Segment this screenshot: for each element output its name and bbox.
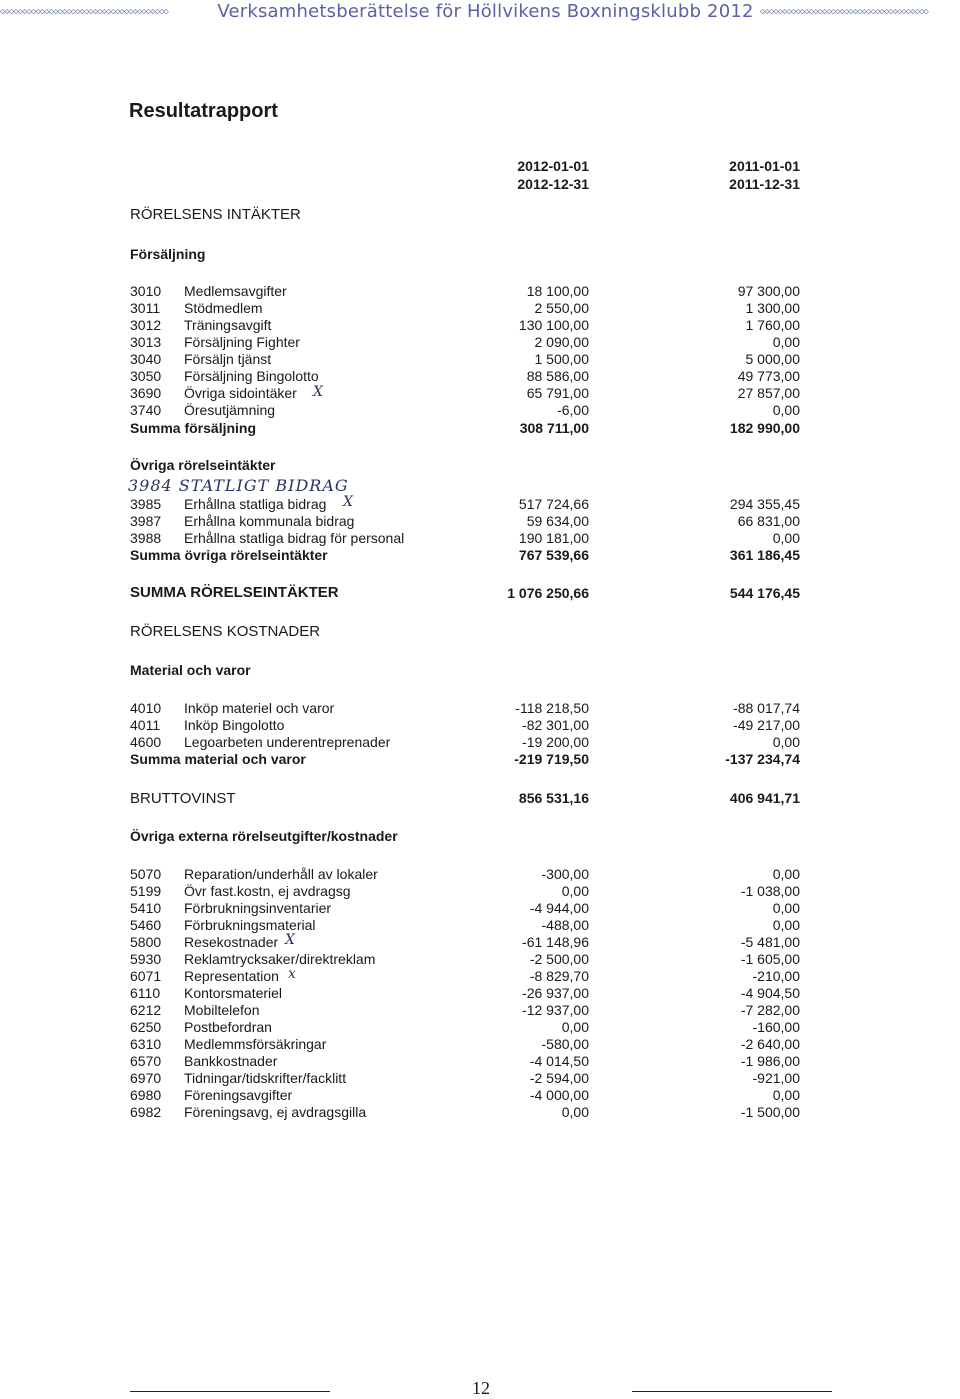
account-name: Reparation/underhåll av lokaler bbox=[184, 866, 378, 882]
other-income-total-2011: 361 186,45 bbox=[729, 547, 800, 563]
page-banner bbox=[0, 0, 960, 26]
value-2012: -4 014,50 bbox=[529, 1053, 589, 1069]
account-name: Tidningar/tidskrifter/facklitt bbox=[184, 1070, 347, 1086]
value-2011: -88 017,74 bbox=[733, 700, 800, 716]
brutto-label: BRUTTOVINST bbox=[130, 790, 236, 807]
income-heading: RÖRELSENS INTÄKTER bbox=[130, 206, 301, 223]
value-2012: -300,00 bbox=[541, 866, 589, 882]
account-name: Inköp materiel och varor bbox=[184, 700, 335, 716]
handwritten-x-mark: X bbox=[343, 494, 353, 510]
value-2012: 2 550,00 bbox=[534, 300, 589, 316]
income-summa-2012: 1 076 250,66 bbox=[507, 585, 589, 601]
report-title: Resultatrapport bbox=[129, 100, 278, 122]
account-code: 3012 bbox=[130, 317, 162, 333]
value-2011: -2 640,00 bbox=[740, 1036, 800, 1052]
account-code: 5410 bbox=[130, 900, 162, 916]
period-current-end: 2012-12-31 bbox=[517, 176, 589, 192]
value-2012: 130 100,00 bbox=[518, 317, 589, 333]
account-code: 5199 bbox=[130, 883, 162, 899]
value-2011: -49 217,00 bbox=[733, 717, 800, 733]
period-prev-end: 2011-12-31 bbox=[729, 176, 800, 192]
account-name: Övr fast.kostn, ej avdragsg bbox=[184, 883, 351, 899]
account-code: 3050 bbox=[130, 368, 162, 384]
footer-rule-right bbox=[632, 1391, 832, 1392]
account-code: 5930 bbox=[130, 951, 162, 967]
account-code: 3987 bbox=[130, 513, 162, 529]
value-2012: 18 100,00 bbox=[526, 283, 589, 299]
value-2012: -2 594,00 bbox=[529, 1070, 589, 1086]
value-2012: -61 148,96 bbox=[522, 934, 589, 950]
value-2012: 2 090,00 bbox=[534, 334, 589, 350]
value-2012: 1 500,00 bbox=[534, 351, 589, 367]
material-total-2012: -219 719,50 bbox=[514, 751, 589, 767]
account-name: Förbrukningsmaterial bbox=[184, 917, 316, 933]
account-code: 3013 bbox=[130, 334, 162, 350]
value-2011: 97 300,00 bbox=[737, 283, 800, 299]
value-2012: -6,00 bbox=[557, 402, 589, 418]
value-2011: 294 355,45 bbox=[729, 496, 800, 512]
value-2011: 0,00 bbox=[772, 917, 800, 933]
page-number: 12 bbox=[472, 1378, 490, 1398]
value-2012: -488,00 bbox=[541, 917, 589, 933]
account-code: 6071 bbox=[130, 968, 162, 984]
value-2011: 0,00 bbox=[772, 734, 800, 750]
value-2011: -4 904,50 bbox=[740, 985, 800, 1001]
account-code: 6970 bbox=[130, 1070, 162, 1086]
value-2011: -210,00 bbox=[752, 968, 800, 984]
sales-total-2012: 308 711,00 bbox=[519, 420, 589, 436]
material-heading: Material och varor bbox=[130, 662, 251, 678]
value-2011: -1 500,00 bbox=[740, 1104, 800, 1120]
value-2011: -921,00 bbox=[752, 1070, 800, 1086]
account-code: 3740 bbox=[130, 402, 162, 418]
account-code: 4600 bbox=[130, 734, 162, 750]
account-name: Medlemmsförsäkringar bbox=[184, 1036, 327, 1052]
material-total-label: Summa material och varor bbox=[130, 751, 306, 767]
account-code: 6110 bbox=[130, 985, 161, 1001]
account-code: 4011 bbox=[130, 717, 161, 733]
value-2011: 66 831,00 bbox=[737, 513, 800, 529]
value-2011: 5 000,00 bbox=[745, 351, 800, 367]
value-2011: 0,00 bbox=[772, 334, 800, 350]
brutto-2012: 856 531,16 bbox=[518, 790, 589, 806]
account-name: Resekostnader bbox=[184, 934, 279, 950]
account-name: Legoarbeten underentreprenader bbox=[184, 734, 391, 750]
value-2012: 65 791,00 bbox=[526, 385, 589, 401]
value-2011: 0,00 bbox=[772, 1087, 800, 1103]
ornament-right: ◇◇◇◇◇◇◇◇◇◇◇◇◇◇◇◇◇◇◇◇◇◇◇◇◇◇◇◇◇◇◇◇◇◇◇◇◇◇ bbox=[760, 8, 928, 17]
account-code: 6250 bbox=[130, 1019, 162, 1035]
footer-rule-left bbox=[130, 1391, 330, 1392]
value-2012: -12 937,00 bbox=[522, 1002, 589, 1018]
account-name: Försäljning Fighter bbox=[184, 334, 300, 350]
account-code: 3985 bbox=[130, 496, 162, 512]
other-income-total-2012: 767 539,66 bbox=[518, 547, 589, 563]
handwritten-x-mark: X bbox=[313, 384, 323, 400]
account-name: Stödmedlem bbox=[184, 300, 263, 316]
account-name: Förbrukningsinventarier bbox=[184, 900, 332, 916]
value-2012: 0,00 bbox=[561, 1019, 589, 1035]
value-2012: 0,00 bbox=[561, 883, 589, 899]
brutto-2011: 406 941,71 bbox=[729, 790, 800, 806]
account-name: Bankkostnader bbox=[184, 1053, 278, 1069]
sales-total-2011: 182 990,00 bbox=[729, 420, 800, 436]
account-code: 5800 bbox=[130, 934, 162, 950]
value-2012: -19 200,00 bbox=[522, 734, 589, 750]
period-prev-start: 2011-01-01 bbox=[729, 158, 800, 174]
value-2012: 59 634,00 bbox=[526, 513, 589, 529]
account-code: 6980 bbox=[130, 1087, 162, 1103]
value-2011: 1 300,00 bbox=[745, 300, 800, 316]
account-name: Försäljn tjänst bbox=[184, 351, 272, 367]
value-2011: 27 857,00 bbox=[737, 385, 800, 401]
account-name: Föreningsavg, ej avdragsgilla bbox=[184, 1104, 367, 1120]
value-2012: 190 181,00 bbox=[518, 530, 589, 546]
value-2011: 0,00 bbox=[772, 530, 800, 546]
costs-heading: RÖRELSENS KOSTNADER bbox=[130, 623, 321, 640]
banner-title: Verksamhetsberättelse för Höllvikens Boxningsklubb 2012 bbox=[217, 1, 754, 22]
value-2011: 0,00 bbox=[772, 866, 800, 882]
value-2012: -118 218,50 bbox=[515, 700, 589, 716]
value-2011: 0,00 bbox=[772, 900, 800, 916]
account-name: Kontorsmateriel bbox=[184, 985, 283, 1001]
account-code: 6310 bbox=[130, 1036, 162, 1052]
sales-heading: Försäljning bbox=[130, 246, 206, 262]
account-code: 4010 bbox=[130, 700, 162, 716]
income-summa-label: SUMMA RÖRELSEINTÄKTER bbox=[130, 584, 339, 601]
account-name: Föreningsavgifter bbox=[184, 1087, 293, 1103]
value-2012: 517 724,66 bbox=[518, 496, 589, 512]
sales-total-label: Summa försäljning bbox=[130, 420, 257, 436]
value-2011: -1 605,00 bbox=[740, 951, 800, 967]
value-2011: 49 773,00 bbox=[737, 368, 800, 384]
value-2012: -580,00 bbox=[541, 1036, 589, 1052]
handwritten-x-mark: x bbox=[288, 966, 296, 982]
account-code: 3690 bbox=[130, 385, 162, 401]
account-name: Träningsavgift bbox=[184, 317, 272, 333]
account-name: Erhållna kommunala bidrag bbox=[184, 513, 355, 529]
other-income-heading: Övriga rörelseintäkter bbox=[130, 457, 276, 473]
material-total-2011: -137 234,74 bbox=[725, 751, 800, 767]
ornament-left: ◇◇◇◇◇◇◇◇◇◇◇◇◇◇◇◇◇◇◇◇◇◇◇◇◇◇◇◇◇◇◇◇◇◇◇◇◇◇ bbox=[0, 8, 168, 17]
account-code: 6212 bbox=[130, 1002, 162, 1018]
external-costs-heading: Övriga externa rörelseutgifter/kostnader bbox=[130, 828, 398, 844]
account-name: Erhållna statliga bidrag för personal bbox=[184, 530, 405, 546]
handwritten-x-mark: X bbox=[285, 932, 295, 948]
value-2011: -1 038,00 bbox=[740, 883, 800, 899]
value-2012: -8 829,70 bbox=[529, 968, 589, 984]
value-2011: -5 481,00 bbox=[740, 934, 800, 950]
handwritten-note: 3984 STATLIGT BIDRAG bbox=[128, 476, 349, 495]
account-code: 5070 bbox=[130, 866, 162, 882]
account-code: 5460 bbox=[130, 917, 162, 933]
account-code: 6570 bbox=[130, 1053, 162, 1069]
account-name: Reklamtrycksaker/direktreklam bbox=[184, 951, 376, 967]
value-2012: -26 937,00 bbox=[522, 985, 589, 1001]
value-2011: 1 760,00 bbox=[745, 317, 800, 333]
account-code: 3010 bbox=[130, 283, 162, 299]
period-current-start: 2012-01-01 bbox=[517, 158, 589, 174]
value-2012: 88 586,00 bbox=[526, 368, 589, 384]
other-income-total-label: Summa övriga rörelseintäkter bbox=[130, 547, 328, 563]
value-2012: -2 500,00 bbox=[529, 951, 589, 967]
account-name: Försäljning Bingolotto bbox=[184, 368, 319, 384]
value-2012: -82 301,00 bbox=[522, 717, 589, 733]
account-name: Representation bbox=[184, 968, 279, 984]
income-summa-2011: 544 176,45 bbox=[729, 585, 800, 601]
value-2011: -160,00 bbox=[752, 1019, 800, 1035]
account-name: Inköp Bingolotto bbox=[184, 717, 285, 733]
account-name: Mobiltelefon bbox=[184, 1002, 260, 1018]
account-code: 3011 bbox=[130, 300, 161, 316]
value-2011: 0,00 bbox=[772, 402, 800, 418]
account-code: 3040 bbox=[130, 351, 162, 367]
value-2011: -1 986,00 bbox=[740, 1053, 800, 1069]
value-2012: 0,00 bbox=[561, 1104, 589, 1120]
account-code: 3988 bbox=[130, 530, 162, 546]
account-name: Postbefordran bbox=[184, 1019, 272, 1035]
value-2012: -4 944,00 bbox=[529, 900, 589, 916]
value-2012: -4 000,00 bbox=[529, 1087, 589, 1103]
account-name: Övriga sidointäker bbox=[184, 385, 297, 401]
value-2011: -7 282,00 bbox=[740, 1002, 800, 1018]
account-name: Erhållna statliga bidrag bbox=[184, 496, 327, 512]
account-code: 6982 bbox=[130, 1104, 162, 1120]
account-name: Öresutjämning bbox=[184, 402, 276, 418]
account-name: Medlemsavgifter bbox=[184, 283, 287, 299]
